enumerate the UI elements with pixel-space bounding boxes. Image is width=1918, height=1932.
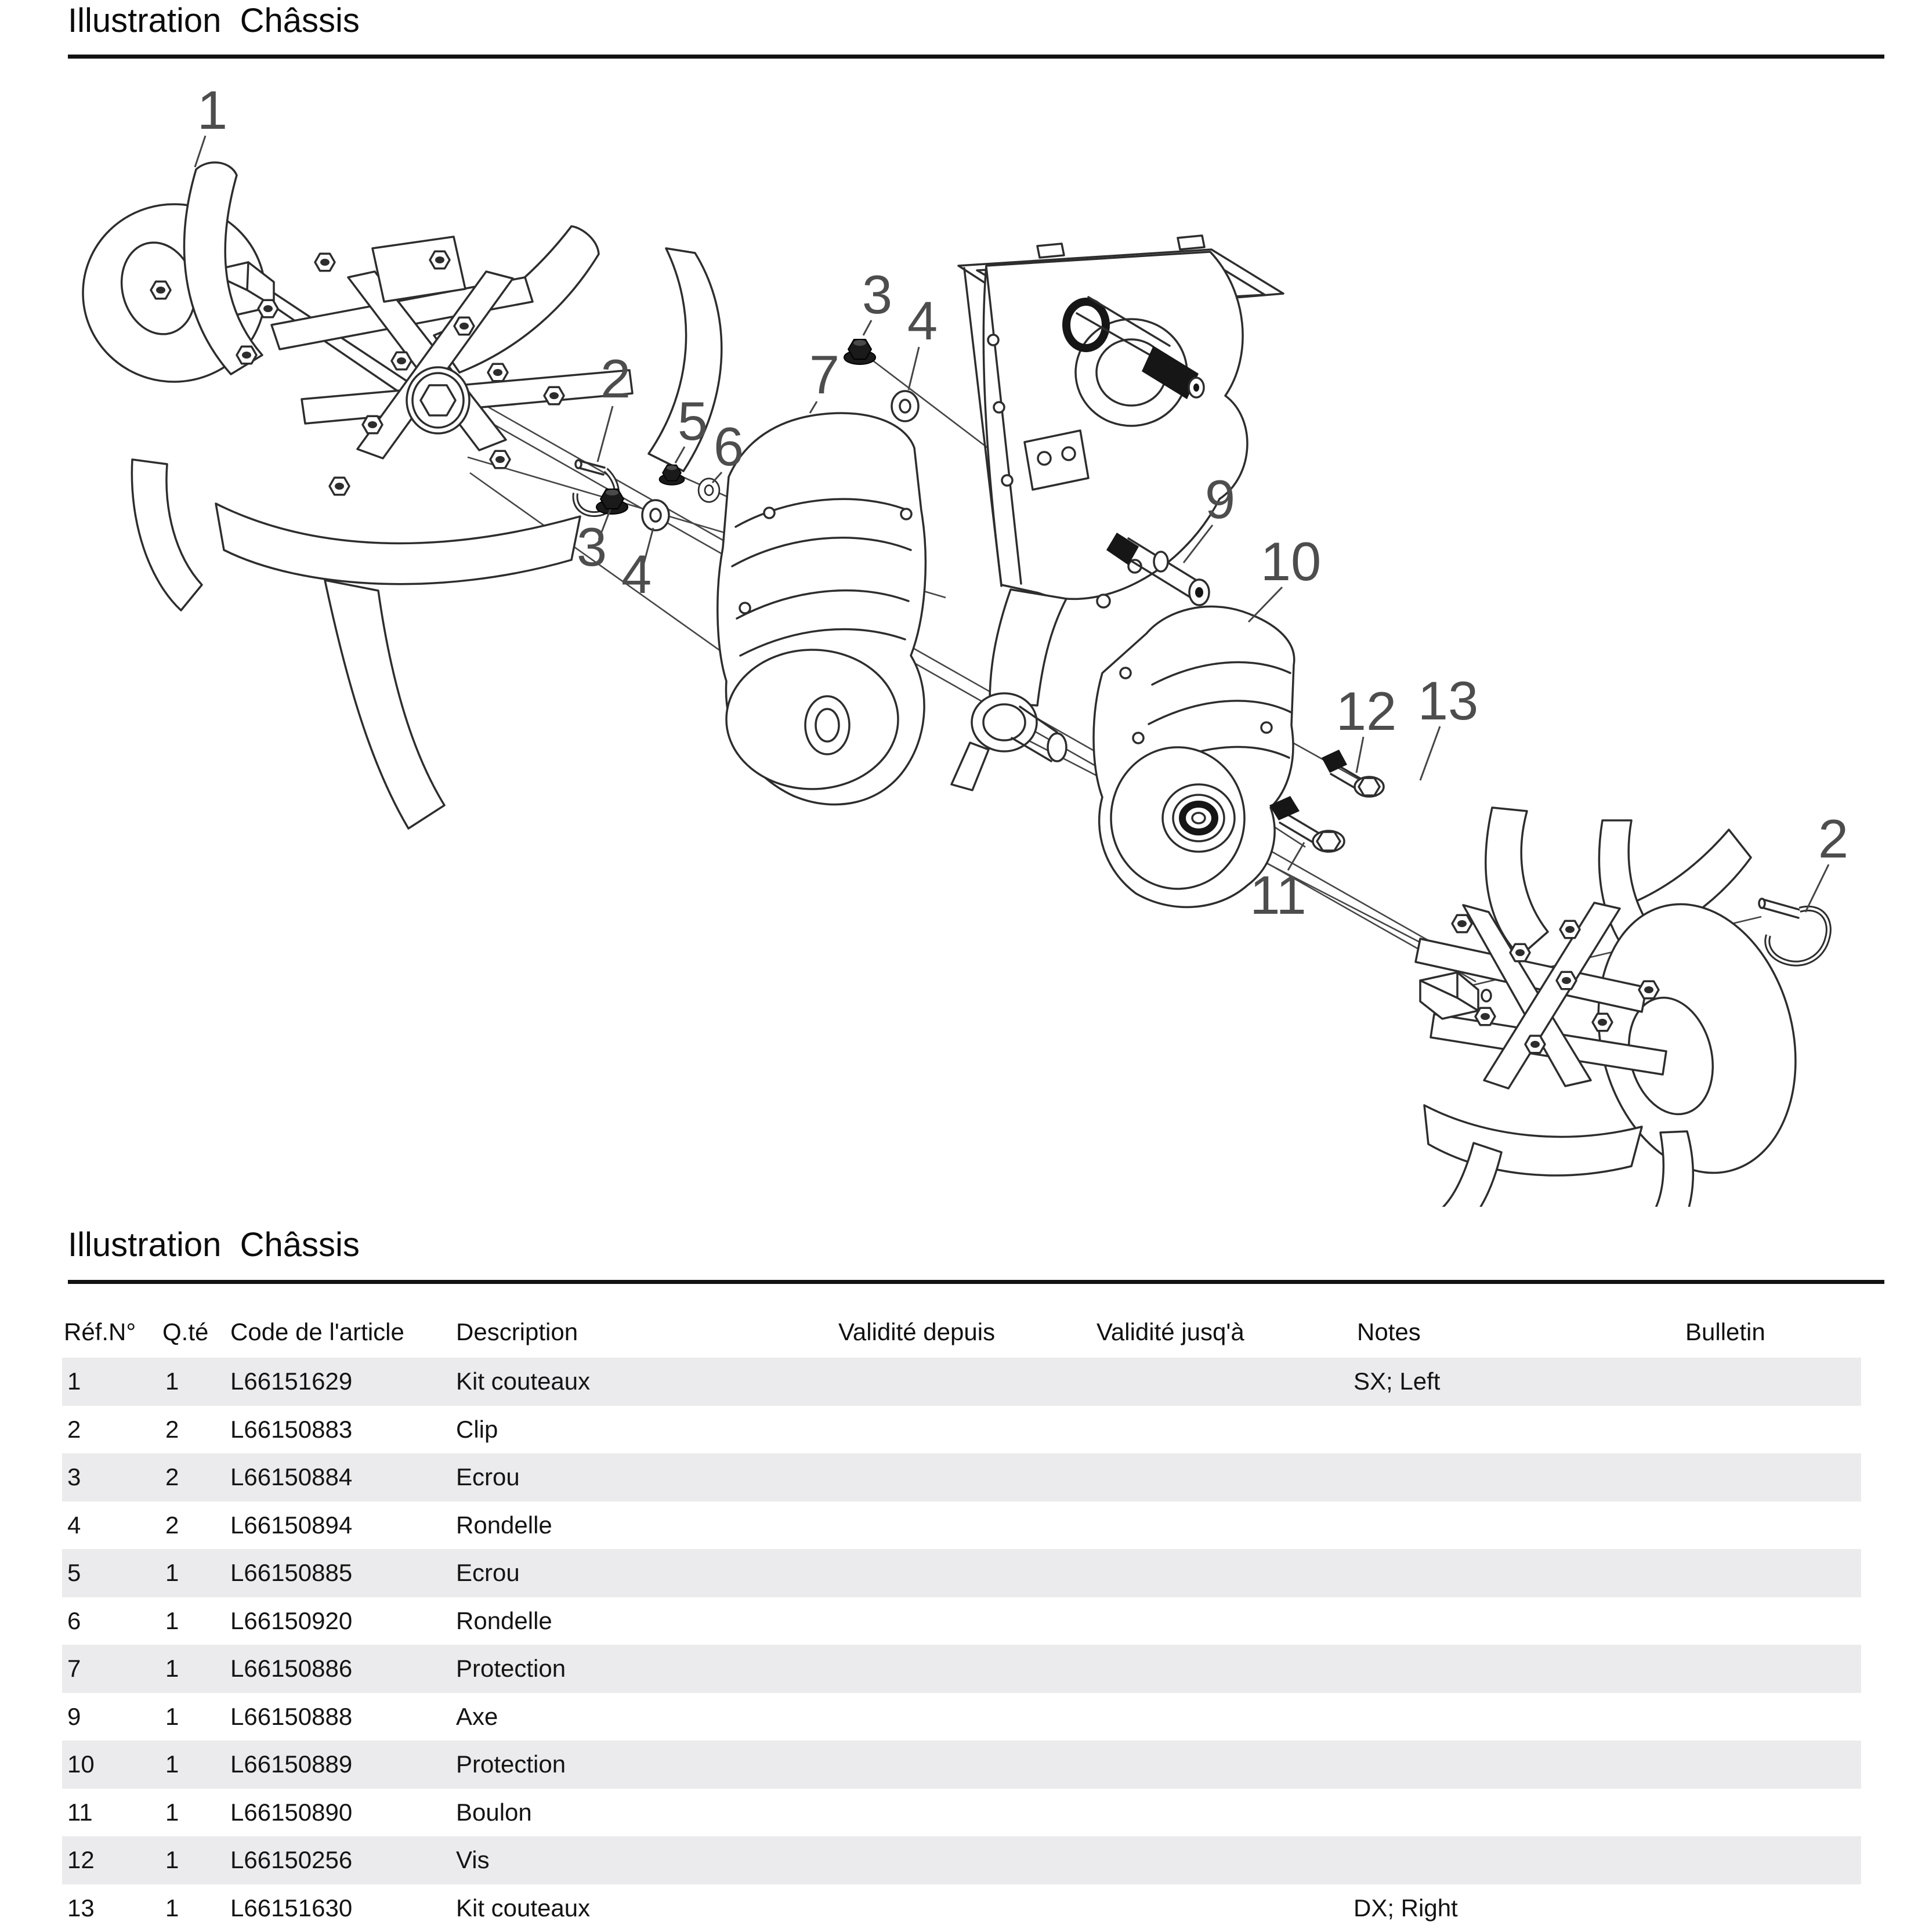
cell-qty: 1	[165, 1798, 179, 1826]
table-row	[62, 1645, 1861, 1693]
cell-code: L66150920	[230, 1607, 353, 1634]
cell-code: L66150886	[230, 1655, 353, 1683]
table-row	[62, 1693, 1861, 1741]
cell-qty: 1	[165, 1367, 179, 1395]
callout-label: 3	[576, 516, 607, 577]
cell-ref: 2	[67, 1415, 81, 1443]
table-row	[62, 1836, 1861, 1884]
cell-ref: 7	[67, 1655, 81, 1683]
table-header-row	[0, 1318, 1918, 1353]
callout-label: 2	[600, 348, 631, 409]
callout-label: 10	[1260, 531, 1322, 592]
callout-label: 6	[713, 416, 744, 477]
title-rule	[68, 55, 1884, 59]
bolt-11-drawing	[1269, 796, 1344, 852]
cell-description: Protection	[456, 1655, 566, 1683]
cell-ref: 13	[67, 1894, 95, 1922]
cell-ref: 3	[67, 1463, 81, 1491]
cell-description: Ecrou	[456, 1559, 520, 1587]
header-description: Description	[456, 1318, 578, 1345]
cell-ref: 10	[67, 1750, 95, 1778]
cell-code: L66151630	[230, 1894, 353, 1922]
page-title: Illustration Châssis	[68, 2, 360, 39]
table-rows	[0, 1358, 1918, 1932]
cell-qty: 1	[165, 1655, 179, 1683]
cell-description: Ecrou	[456, 1463, 520, 1491]
cell-code: L66150883	[230, 1415, 353, 1443]
callout-label: 1	[197, 79, 228, 140]
cell-ref: 12	[67, 1846, 95, 1874]
callout-label: 2	[1818, 808, 1849, 869]
header-ref: Réf.N°	[64, 1318, 136, 1345]
cell-description: Kit couteaux	[456, 1367, 591, 1395]
table-row	[62, 1741, 1861, 1789]
callout-label: 4	[907, 290, 938, 351]
table-row	[62, 1358, 1861, 1406]
cell-qty: 1	[165, 1559, 179, 1587]
callout-label: 4	[621, 544, 652, 605]
cell-code: L66150884	[230, 1463, 353, 1491]
screw-12-drawing	[1322, 750, 1384, 797]
cell-qty: 1	[165, 1846, 179, 1874]
cell-code: L66150256	[230, 1846, 353, 1874]
cell-qty: 2	[165, 1415, 179, 1443]
callout-label: 11	[1250, 864, 1307, 925]
table-row	[62, 1789, 1861, 1837]
header-code: Code de l'article	[230, 1318, 404, 1345]
header-qty: Q.té	[162, 1318, 209, 1345]
cell-description: Boulon	[456, 1798, 532, 1826]
header-notes: Notes	[1357, 1318, 1421, 1345]
table-row	[62, 1597, 1861, 1645]
table-title-rule	[68, 1280, 1884, 1284]
table-row	[62, 1884, 1861, 1932]
cell-ref: 1	[67, 1367, 81, 1395]
cell-code: L66151629	[230, 1367, 353, 1395]
header-bulletin: Bulletin	[1685, 1318, 1765, 1345]
clip-right-drawing	[1759, 899, 1829, 964]
callout-label: 9	[1204, 469, 1236, 530]
cell-ref: 5	[67, 1559, 81, 1587]
callout-label: 5	[677, 390, 708, 451]
cell-notes: DX; Right	[1354, 1894, 1458, 1922]
protection-10-drawing	[1094, 606, 1294, 907]
cell-qty: 2	[165, 1511, 179, 1539]
cell-qty: 1	[165, 1750, 179, 1778]
cell-code: L66150889	[230, 1750, 353, 1778]
callout-label: 7	[809, 344, 840, 405]
table-row	[62, 1549, 1861, 1597]
cell-description: Vis	[456, 1846, 490, 1874]
table-row	[62, 1453, 1861, 1502]
chassis-exploded-drawing	[0, 75, 1918, 1207]
header-valid-from: Validité depuis	[838, 1318, 996, 1345]
cell-qty: 1	[165, 1607, 179, 1634]
table-row	[62, 1406, 1861, 1454]
cell-ref: 9	[67, 1702, 81, 1730]
cell-code: L66150888	[230, 1702, 353, 1730]
cell-qty: 1	[165, 1894, 179, 1922]
cell-description: Protection	[456, 1750, 566, 1778]
protection-7-drawing	[718, 413, 926, 805]
cell-notes: SX; Left	[1354, 1367, 1441, 1395]
cell-description: Rondelle	[456, 1511, 552, 1539]
cell-ref: 11	[67, 1798, 93, 1826]
callout-label: 3	[862, 264, 893, 325]
cell-description: Kit couteaux	[456, 1894, 591, 1922]
callout-label: 13	[1417, 670, 1479, 731]
cell-qty: 2	[165, 1463, 179, 1491]
table-row	[62, 1502, 1861, 1550]
exploded-diagram	[0, 75, 1918, 1207]
left-tine-kit-drawing	[83, 162, 722, 828]
cell-code: L66150894	[230, 1511, 353, 1539]
cell-description: Clip	[456, 1415, 498, 1443]
right-tine-kit-drawing	[1416, 808, 1823, 1207]
table-section-title: Illustration Châssis	[68, 1226, 360, 1264]
cell-code: L66150890	[230, 1798, 353, 1826]
cell-ref: 4	[67, 1511, 81, 1539]
cell-description: Axe	[456, 1702, 498, 1730]
cell-code: L66150885	[230, 1559, 353, 1587]
cell-qty: 1	[165, 1702, 179, 1730]
cell-description: Rondelle	[456, 1607, 552, 1634]
header-valid-to: Validité jusq'à	[1096, 1318, 1244, 1345]
cell-ref: 6	[67, 1607, 81, 1634]
callout-label: 12	[1336, 681, 1397, 741]
